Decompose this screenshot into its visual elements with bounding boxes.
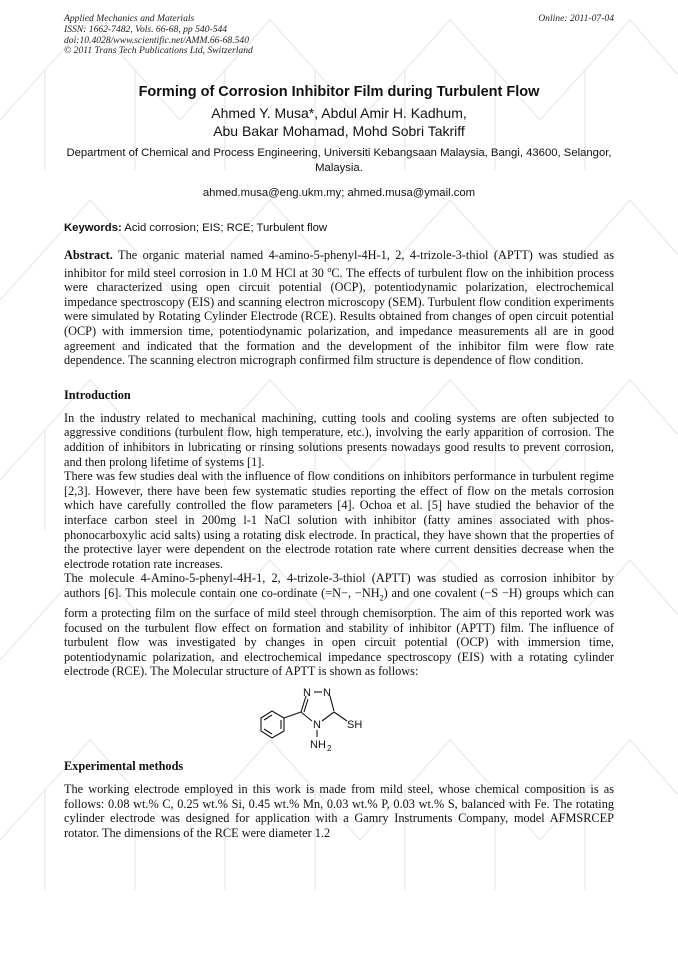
abstract-text-1: The organic material named 4-amino-5-phenyl-4H-1, 2, 4-trizole-3-thiol (APTT) was studied as inhibitor for mild steel corrosion in 1.0 M HCl at 30 <box>64 248 614 280</box>
author-emails: ahmed.musa@eng.ukm.my; ahmed.musa@ymail.com <box>202 187 476 199</box>
nh2-sub: 2 <box>379 593 384 603</box>
experimental-heading: Experimental methods <box>64 758 184 773</box>
keywords-label: Keywords: <box>64 222 122 234</box>
atom-n2: N <box>323 686 331 699</box>
intro-paragraph-2: There was few studies deal with the influence of flow conditions on inhibitors performance in turbulent regime [2,3]. However, there have been few systematic studies reporting the effect of flow on the metals corrosion which have carefully controlled the flow parameters [4]. Ochoa et al. [5] have studied the behavior of the interface carbon steel in 200mg l-1 NaCl solution with inhibitor (fatty amines associated with phos-phonocarboxylic acid salts) using a rotating disk electrode. In practical, they have shown that the properties of the protective layer were dependent on the electrode rotation rate where current densities decrease when the electrode rotation rate increases. <box>64 469 614 571</box>
journal-name: Applied Mechanics and Materials <box>64 13 195 24</box>
authors-line-2: Abu Bakar Mohamad, Mohd Sobri Takriff <box>213 123 465 139</box>
aptt-molecule-figure <box>239 679 439 753</box>
journal-doi: doi:10.4028/www.scientific.net/AMM.66-68.540 <box>64 34 250 46</box>
atom-n4: N <box>313 718 321 731</box>
journal-issn: ISSN: 1662-7482, Vols. 66-68, pp 540-544 <box>64 23 228 35</box>
degree-sup: o <box>327 264 332 274</box>
abstract <box>64 248 614 368</box>
atom-n1: N <box>303 686 311 699</box>
authors-line-1: Ahmed Y. Musa*, Abdul Amir H. Kadhum, <box>211 105 467 121</box>
abstract-text-2: C. The effects of turbulent flow on the inhibition process were characterized using open circuit potential (OCP), potentiodynamic polarization, electrochemical impedance spectroscopy (EIS) and scanning electron microscopy (SEM). Turbulent flow condition experiments were simulated by Rotating Cylinder Electrode (RCE). Results obtained from changes of open circuit potential (OCP) with immersion time, potentiodynamic polarization, and impedance measurements all are in good agreement and indicated that the formation and the development of the inhibitor film were flow rate dependence. The scanning electron micrograph confirmed film structure is dependence of flow condition. <box>64 265 615 368</box>
atom-nh-sub: 2 <box>327 743 332 753</box>
intro-paragraph-3 <box>64 571 614 679</box>
online-date: Online: 2011-07-04 <box>538 13 614 24</box>
paper-title: Forming of Corrosion Inhibitor Film during Turbulent Flow <box>138 84 540 100</box>
affiliation: Department of Chemical and Process Engineering, Universiti Kebangsaan Malaysia, Bangi, 43600, Selangor, Malaysia. <box>66 147 612 174</box>
journal-header <box>64 14 614 66</box>
experimental-paragraph-1: The working electrode employed in this work is made from mild steel, whose chemical composition is as follows: 0.08 wt.% C, 0.25 wt.% Si, 0.45 wt.% Mn, 0.03 wt.% P, 0.03 wt.% S, balanced with Fe. The rotating cylinder electrode was designed for application with a Gamry Instruments Company, model AFMSRCEP rotator. The dimensions of the RCE were diameter 1.2 <box>64 781 614 840</box>
keywords-text: Acid corrosion; EIS; RCE; Turbulent flow <box>121 222 328 234</box>
author-list <box>64 104 614 140</box>
atom-nh: NH <box>310 738 326 751</box>
keywords <box>64 221 614 236</box>
paper-page <box>64 14 614 840</box>
intro-p3-text-1: The molecule 4-Amino-5-phenyl-4H-1, 2, 4-trizole-3-thiol (APTT) was studied as corrosion inhibitor by authors [6]. This molecule contain one co-ordinate (=N−, −NH <box>64 571 614 600</box>
introduction-heading: Introduction <box>64 387 131 402</box>
atom-sh: SH <box>347 718 363 731</box>
intro-paragraph-1: In the industry related to mechanical machining, cutting tools and cooling systems are often subjected to aggressive conditions (turbulent flow, high temperature, etc.), involving the early apparition of corrosion. The addition of inhibitors in lubricating or rinsing solutions presents nowadays good results to prevent corrosion, and then prolong lifetime of systems [1]. <box>64 410 614 469</box>
intro-p3-text-2: ) and one covalent (−S −H) groups which can form a protecting film on the surface of mild steel through chemisorption. The aim of this reported work was focused on the turbulent flow effect on formation and stability of inhibitor (APTT) film. The influence of turbulent flow was investigated by changes in open circuit potential (OCP) with immersion time, potentiodynamic polarization, and electrochemical impedance spectroscopy (EIS) with a rotating cylinder electrode (RCE). The Molecular structure of APTT is shown as follows: <box>64 585 614 679</box>
abstract-label: Abstract. <box>64 248 113 262</box>
journal-copyright: © 2011 Trans Tech Publications Ltd, Switzerland <box>64 45 253 57</box>
journal-info <box>64 14 614 57</box>
